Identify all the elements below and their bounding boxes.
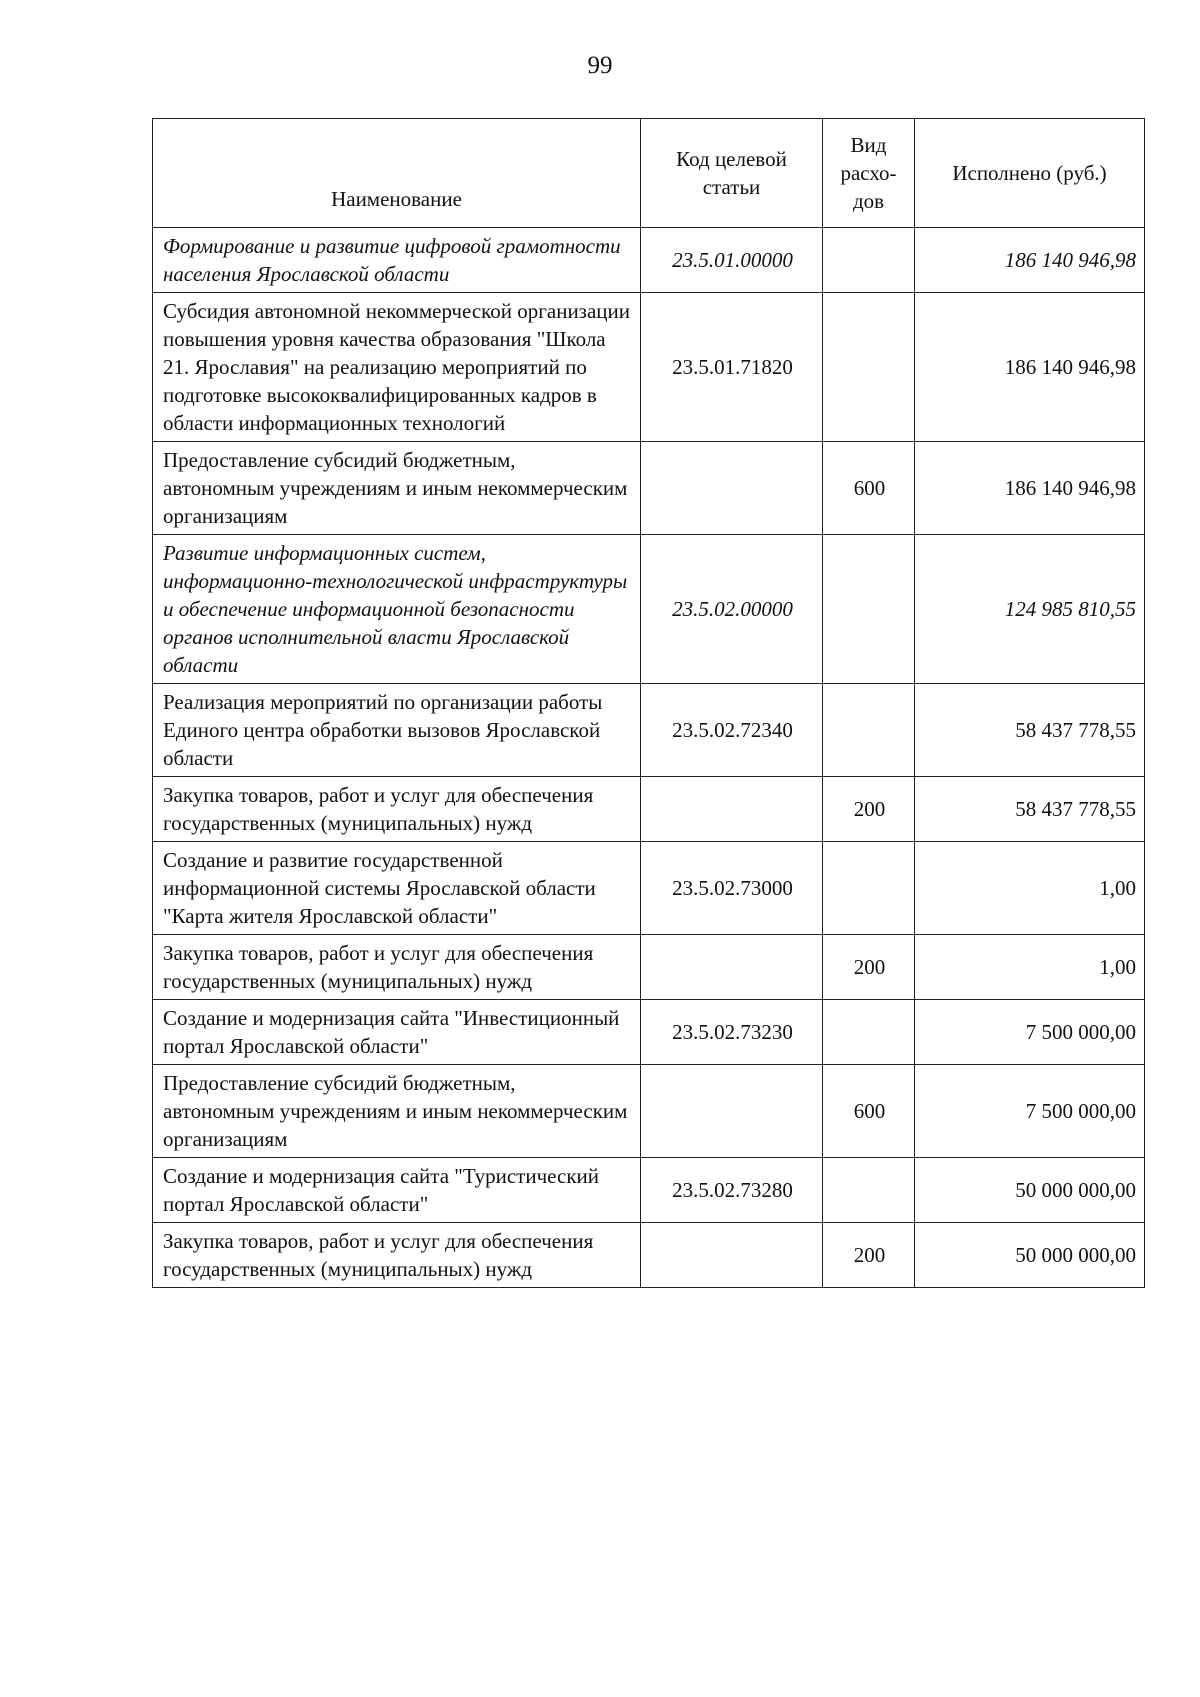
cell-expense-type — [823, 228, 915, 293]
cell-name: Закупка товаров, работ и услуг для обеспечения государственных (муниципальных) нужд — [153, 935, 641, 1000]
table-row — [153, 442, 1145, 535]
cell-name: Закупка товаров, работ и услуг для обеспечения государственных (муниципальных) нужд — [153, 777, 641, 842]
cell-code — [641, 1065, 823, 1158]
cell-name: Субсидия автономной некоммерческой организации повышения уровня качества образования "Школа 21. Ярославия" на реализацию мероприятий по подготовке высококвалифицированных кадров в области информационных технологий — [153, 293, 641, 442]
cell-expense-type — [823, 1000, 915, 1065]
cell-expense-type: 200 — [823, 1223, 915, 1288]
cell-expense-type: 200 — [823, 777, 915, 842]
cell-name: Создание и развитие государственной информационной системы Ярославской области "Карта жителя Ярославской области" — [153, 842, 641, 935]
cell-code: 23.5.02.73000 — [641, 842, 823, 935]
table-row — [153, 1158, 1145, 1223]
table-row — [153, 935, 1145, 1000]
cell-amount: 1,00 — [915, 935, 1145, 1000]
cell-code: 23.5.02.00000 — [641, 535, 823, 684]
budget-table — [152, 118, 1145, 1288]
cell-name: Реализация мероприятий по организации работы Единого центра обработки вызовов Ярославской области — [153, 684, 641, 777]
cell-amount: 50 000 000,00 — [915, 1158, 1145, 1223]
cell-name: Предоставление субсидий бюджетным, автономным учреждениям и иным некоммерческим организациям — [153, 442, 641, 535]
header-amount: Исполнено (руб.) — [915, 119, 1145, 228]
cell-name: Формирование и развитие цифровой грамотности населения Ярославской области — [153, 228, 641, 293]
cell-expense-type: 200 — [823, 935, 915, 1000]
cell-name: Закупка товаров, работ и услуг для обеспечения государственных (муниципальных) нужд — [153, 1223, 641, 1288]
table-row — [153, 777, 1145, 842]
cell-code: 23.5.01.71820 — [641, 293, 823, 442]
cell-amount: 186 140 946,98 — [915, 228, 1145, 293]
table-row — [153, 535, 1145, 684]
cell-amount: 124 985 810,55 — [915, 535, 1145, 684]
header-expense-type: Вид расхо-дов — [823, 119, 915, 228]
table-row — [153, 228, 1145, 293]
cell-code: 23.5.01.00000 — [641, 228, 823, 293]
cell-name: Создание и модернизация сайта "Туристический портал Ярославской области" — [153, 1158, 641, 1223]
table-row — [153, 842, 1145, 935]
table-row — [153, 684, 1145, 777]
cell-expense-type — [823, 1158, 915, 1223]
cell-code: 23.5.02.73280 — [641, 1158, 823, 1223]
cell-name: Развитие информационных систем, информационно-технологической инфраструктуры и обеспечение информационной безопасности органов исполнительной власти Ярославской области — [153, 535, 641, 684]
table-row — [153, 1000, 1145, 1065]
cell-name: Предоставление субсидий бюджетным, автономным учреждениям и иным некоммерческим организациям — [153, 1065, 641, 1158]
cell-amount: 1,00 — [915, 842, 1145, 935]
cell-code: 23.5.02.72340 — [641, 684, 823, 777]
cell-amount: 58 437 778,55 — [915, 777, 1145, 842]
cell-amount: 186 140 946,98 — [915, 442, 1145, 535]
cell-expense-type: 600 — [823, 1065, 915, 1158]
cell-code — [641, 935, 823, 1000]
cell-expense-type — [823, 293, 915, 442]
cell-amount: 50 000 000,00 — [915, 1223, 1145, 1288]
cell-code — [641, 1223, 823, 1288]
cell-amount: 7 500 000,00 — [915, 1000, 1145, 1065]
cell-amount: 186 140 946,98 — [915, 293, 1145, 442]
cell-expense-type — [823, 684, 915, 777]
cell-amount: 7 500 000,00 — [915, 1065, 1145, 1158]
cell-expense-type — [823, 842, 915, 935]
header-code: Код целевой статьи — [641, 119, 823, 228]
cell-code: 23.5.02.73230 — [641, 1000, 823, 1065]
table-row — [153, 293, 1145, 442]
cell-name: Создание и модернизация сайта "Инвестиционный портал Ярославской области" — [153, 1000, 641, 1065]
cell-code — [641, 777, 823, 842]
header-name: Наименование — [153, 119, 641, 228]
cell-code — [641, 442, 823, 535]
page-number: 99 — [587, 52, 613, 79]
cell-amount: 58 437 778,55 — [915, 684, 1145, 777]
table-header-row — [153, 119, 1145, 228]
table-row — [153, 1223, 1145, 1288]
table-row — [153, 1065, 1145, 1158]
cell-expense-type — [823, 535, 915, 684]
cell-expense-type: 600 — [823, 442, 915, 535]
